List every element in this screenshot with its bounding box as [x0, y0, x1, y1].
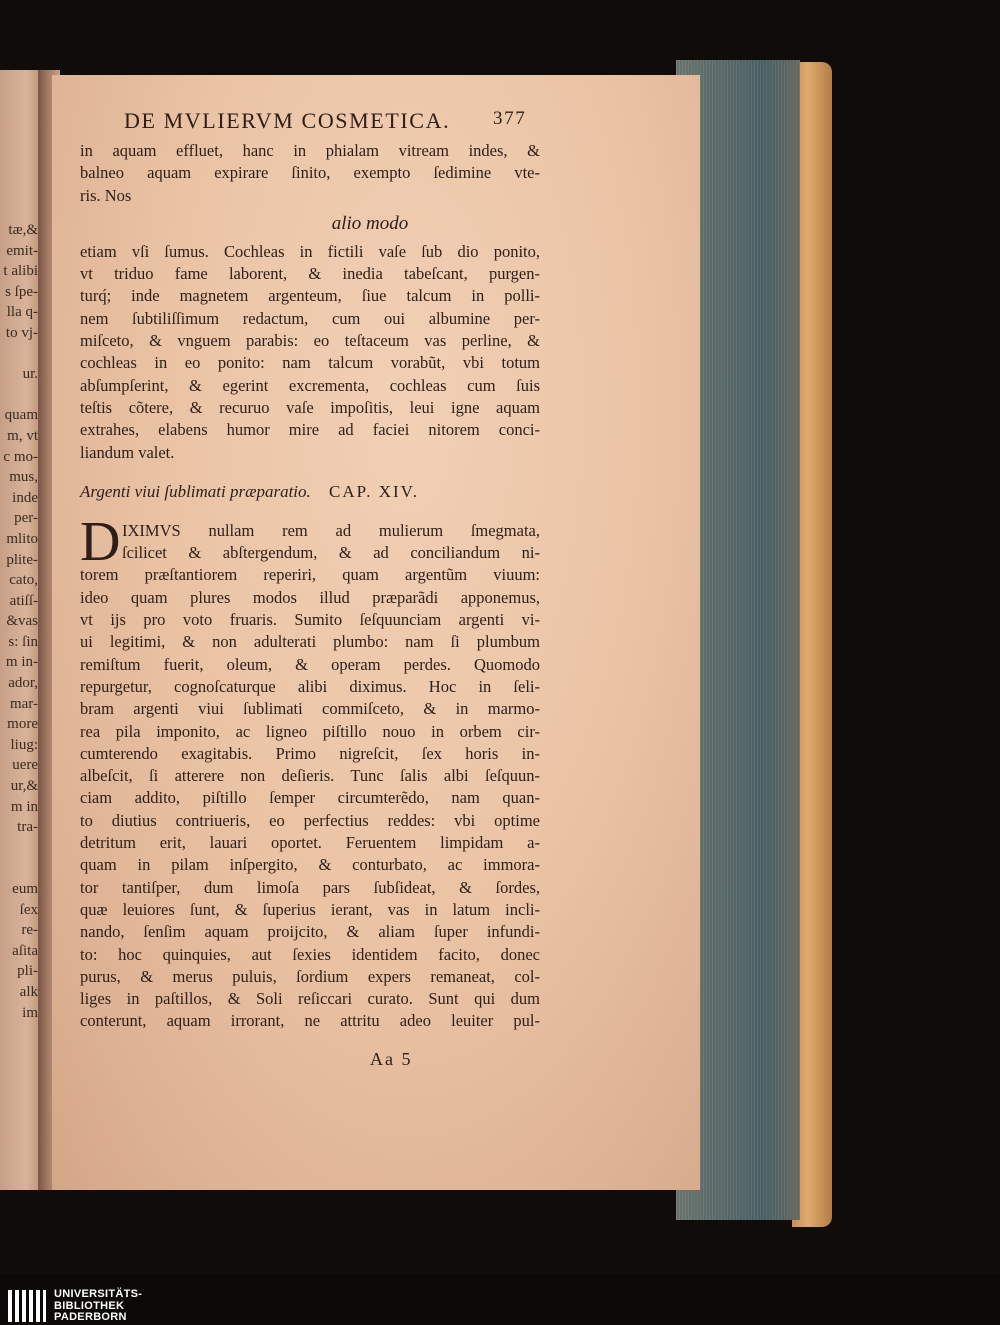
chapter-title: Argenti viui ſublimati præparatio.: [80, 481, 311, 501]
logo-line: BIBLIOTHEK: [54, 1299, 125, 1312]
text-line: cochleas in eo ponito: nam talcum vorabũt, vbi totum: [80, 353, 540, 373]
running-head: [80, 108, 540, 140]
text-line: liug:: [10, 736, 38, 753]
text-line: m in-: [5, 654, 38, 671]
chapter-number: CAP. XIV.: [329, 481, 419, 501]
text-line: balneo aquam expirare ſinito, exempto ſedimine vte-: [80, 163, 540, 183]
text-line: abſumpſerint, & egerint excrementa, cochleas cum ſuis: [80, 375, 540, 395]
text-line: torem præſtantiorem reperiri, quam argentũm viuum:: [80, 565, 540, 585]
logo-line: UNIVERSITÄTS-: [54, 1288, 143, 1300]
text-line: albeſcit, ſi atterere non deſieris. Tunc ſalis albi ſeſquun-: [80, 766, 540, 786]
drop-cap: D: [80, 510, 121, 573]
paragraph-2-lines: [80, 564, 540, 1032]
text-line: teſtis cõtere, & recuruo vaſe impoſitis, leui igne aquam: [80, 397, 540, 417]
text-line: to vj-: [5, 324, 38, 341]
text-line: etiam vſi ſumus. Cochleas in fictili vaſe ſub dio ponito,: [80, 241, 540, 261]
text-line: in aquam effluet, hanc in phialam vitream indes, &: [80, 141, 540, 160]
text-line: to: hoc quinquies, aut ſexies identidem facito, donec: [80, 944, 540, 964]
text-line: lla q-: [6, 304, 38, 321]
text-line: detritum erit, lauari oportet. Feruentem limpidam a-: [80, 833, 540, 853]
text-line: [0, 344, 40, 365]
library-logo-bar: [0, 1275, 1000, 1325]
running-head-title: DE MVLIERVM COSMETICA.: [124, 108, 451, 133]
text-line: &vas: [6, 613, 38, 630]
signature-mark: Aa 5: [370, 1048, 413, 1069]
paragraph-1: [80, 140, 540, 207]
text-line: repurgetur, cognoſcaturque alibi diximus. Hoc in ſeli-: [80, 676, 540, 696]
text-line: ui legitimi, & non adulterati plumbo: nam ſi plumbum: [80, 632, 540, 652]
paragraph-2: [80, 510, 540, 1033]
text-line: s: ſin: [8, 633, 38, 650]
text-line: IXIMVS nullam rem ad mulierum ſmegmata,: [122, 520, 540, 540]
text-line: liandum valet.: [80, 442, 175, 462]
text-line: to diutius contriueris, eo perfectius reddes: vbi optime: [80, 810, 540, 830]
text-line: liges in paſtillos, & Soli reſiccari curato. Sunt qui dum: [80, 989, 540, 1009]
text-line: [0, 858, 40, 879]
text-line: c mo-: [3, 448, 38, 465]
text-line: s ſpe-: [5, 283, 38, 300]
text-line: vt triduo fame laborent, & inedia tabeſcant, purgen-: [80, 264, 540, 284]
text-line: atiſſ-: [9, 592, 38, 609]
text-line: cumterendo exagitabis. Primo nigreſcit, ſex horis in-: [80, 743, 540, 763]
text-line: mlito: [6, 530, 38, 547]
text-line: pli-: [17, 963, 38, 980]
text-line: turq́; inde magnetem argenteum, ſiue talcum in polli-: [80, 286, 540, 306]
text-line: ur,&: [10, 778, 38, 795]
text-line: vt ijs pro voto fruaris. Sumito ſeſquunciam argenti vi-: [80, 610, 540, 630]
text-line: mus,: [9, 469, 38, 486]
text-line: ador,: [8, 675, 38, 692]
text-line: ideo quam plures modos illud præparãdi apponemus,: [80, 587, 540, 607]
text-line: re-: [21, 922, 38, 939]
text-line: [0, 838, 40, 859]
text-line: bram argenti viui ſublimati commiſceto, & in marmo-: [80, 699, 540, 719]
text-line: inde: [12, 489, 38, 506]
sub-heading: alio modo: [331, 212, 409, 234]
text-line: more: [7, 716, 38, 733]
chapter-heading: [80, 472, 540, 512]
text-line: miſceto, & vnguem parabis: eo teſtaceum vas perline, &: [80, 331, 540, 351]
text-line: plite-: [6, 551, 38, 568]
text-line: emit-: [6, 242, 38, 259]
text-line: m, vt: [7, 427, 38, 444]
text-line: ris. Nos: [80, 185, 132, 205]
text-line: tæ,&: [8, 222, 38, 238]
text-line: m in: [10, 798, 38, 815]
text-line: im: [22, 1004, 38, 1021]
text-line: remiſtum fuerit, oleum, & operam perdes. Quomodo: [80, 654, 540, 674]
text-line: purus, & merus puluis, ſordium expers remaneat, col-: [80, 966, 540, 986]
text-line: nem ſubtiliſſimum redactum, cum oui albumine per-: [80, 308, 540, 328]
library-logo-text: [54, 1289, 142, 1324]
text-line: t alibi: [3, 263, 38, 280]
page-number: 377: [493, 108, 527, 129]
text-line: nando, ſenſim aquam proijcito, & aliam ſuper infundi-: [80, 922, 540, 942]
page-text: [80, 108, 540, 1071]
text-line: ſcilicet & abſtergendum, & ad conciliandum ni-: [122, 543, 540, 563]
text-line: ſex: [19, 901, 38, 918]
text-line: quæ leuiores ſunt, & ſuperius ierant, vas in latum incli-: [80, 899, 540, 919]
left-margin-fragments: [0, 220, 40, 1023]
text-line: aſita: [12, 942, 38, 959]
text-line: eum: [12, 881, 38, 897]
text-line: tor tantiſper, dum limoſa pars ſubſideat, & ſordes,: [80, 877, 540, 897]
text-line: rea pila imponito, ac ligneo piſtillo nouo in orbem cir-: [80, 721, 540, 741]
library-logo-icon: [8, 1290, 48, 1322]
text-line: quam in pilam inſpergito, & conturbato, ac immora-: [80, 855, 540, 875]
text-line: alk: [19, 983, 38, 1000]
text-line: ciam addito, piſtillo ſemper circumterẽdo, nam quan-: [80, 788, 540, 808]
text-line: extrahes, elabens humor mire ad faciei nitorem conci-: [80, 420, 540, 440]
text-line: cato,: [9, 572, 38, 589]
logo-line: PADERBORN: [54, 1311, 127, 1323]
paragraph-1b: [80, 241, 540, 464]
text-line: mar-: [9, 695, 38, 712]
text-line: per-: [14, 510, 38, 527]
text-line: ur.: [22, 366, 38, 383]
text-line: quam: [4, 407, 38, 424]
text-line: conterunt, aquam irrorant, ne attritu adeo leuiter pul-: [80, 1011, 540, 1031]
text-line: tra-: [17, 819, 38, 836]
text-line: [0, 385, 40, 406]
text-line: uere: [12, 757, 38, 774]
